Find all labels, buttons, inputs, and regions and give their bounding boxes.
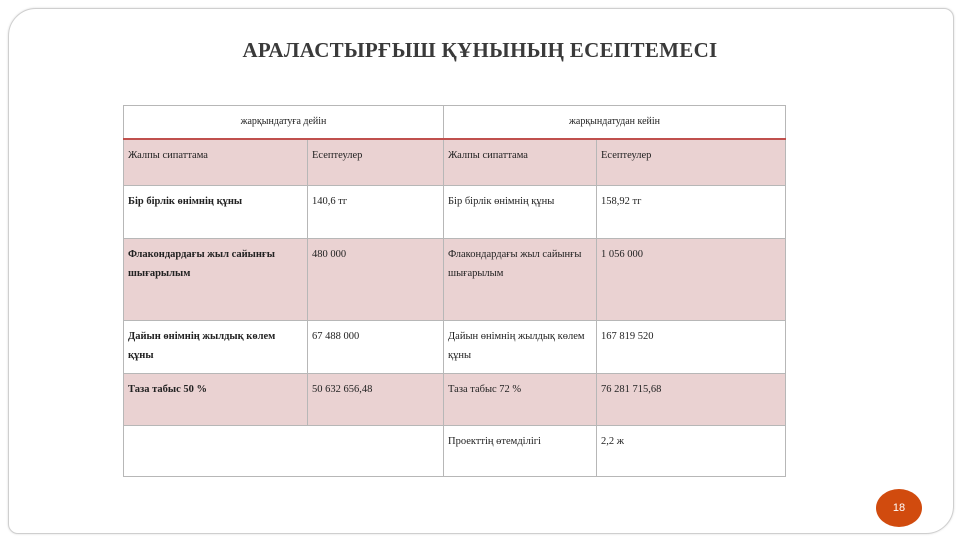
table-cell: 140,6 тг xyxy=(308,186,444,239)
page-number-badge: 18 xyxy=(876,489,922,527)
table-cell: Дайын өнімнің жылдық көлем құны xyxy=(444,321,597,374)
table-cell: Бір бірлік өнімнің құны xyxy=(444,186,597,239)
table-cell: Жалпы сипаттама xyxy=(444,139,597,186)
table-cell: Есептеулер xyxy=(308,139,444,186)
table-cell: 158,92 тг xyxy=(597,186,786,239)
table-cell: Флакондардағы жыл сайынғы шығарылым xyxy=(124,239,308,321)
table-cell: Таза табыс 72 % xyxy=(444,374,597,426)
table-cell: 2,2 ж xyxy=(597,426,786,477)
table-cell: Дайын өнімнің жылдық көлем құны xyxy=(124,321,308,374)
slide-title: АРАЛАСТЫРҒЫШ ҚҰНЫНЫҢ ЕСЕПТЕМЕСІ xyxy=(242,38,718,62)
table-cell: Жалпы сипаттама xyxy=(124,139,308,186)
cost-calculation-table xyxy=(123,105,786,477)
table-cell: Проекттің өтемділігі xyxy=(444,426,597,477)
table-cell-empty xyxy=(124,426,444,477)
table-cell: Есептеулер xyxy=(597,139,786,186)
group-header-before: жарқындатуға дейін xyxy=(124,106,444,139)
table-cell: 167 819 520 xyxy=(597,321,786,374)
table-cell: Бір бірлік өнімнің құны xyxy=(124,186,308,239)
table-row xyxy=(124,321,786,374)
table-row xyxy=(124,139,786,186)
table-cell: 76 281 715,68 xyxy=(597,374,786,426)
table-group-header-row xyxy=(124,106,786,139)
table-cell: 480 000 xyxy=(308,239,444,321)
table-cell: Таза табыс 50 % xyxy=(124,374,308,426)
table-cell: Флакондардағы жыл сайынғы шығарылым xyxy=(444,239,597,321)
table-cell: 50 632 656,48 xyxy=(308,374,444,426)
table-row xyxy=(124,239,786,321)
group-header-after: жарқындатудан кейін xyxy=(444,106,786,139)
table-cell: 1 056 000 xyxy=(597,239,786,321)
table-row xyxy=(124,186,786,239)
table-cell: 67 488 000 xyxy=(308,321,444,374)
table-row xyxy=(124,374,786,426)
table-row xyxy=(124,426,786,477)
